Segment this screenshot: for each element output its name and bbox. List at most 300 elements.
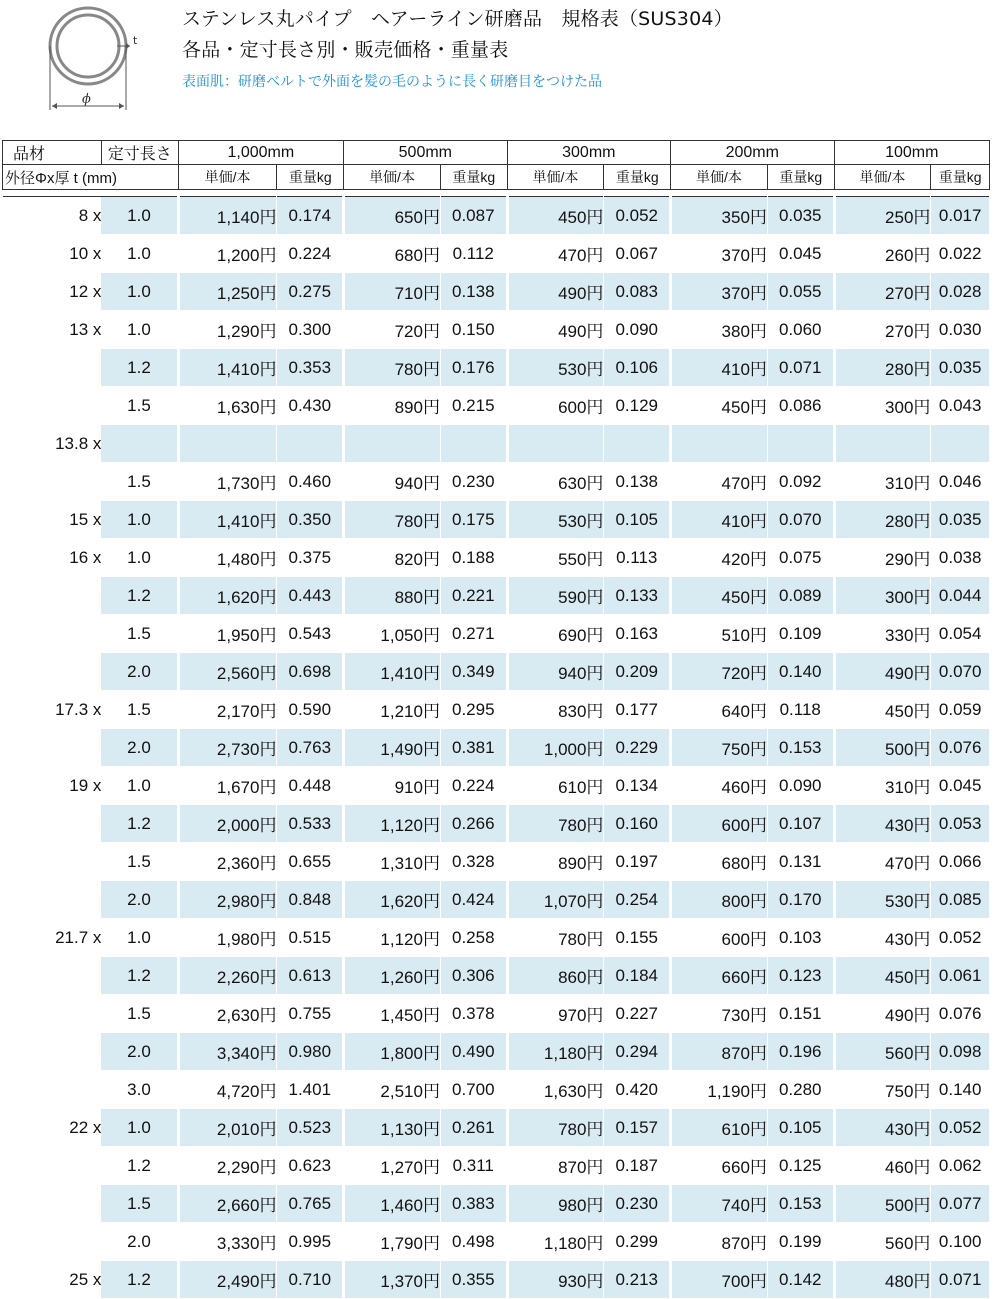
- unit-price-cell: 300円: [834, 387, 931, 425]
- unit-price-cell: [178, 425, 277, 463]
- weight-cell: 0.129: [604, 387, 671, 425]
- thickness-cell: 1.0: [101, 501, 178, 539]
- weight-cell: 0.294: [604, 1033, 671, 1071]
- weight-cell: 0.105: [604, 501, 671, 539]
- unit-price-cell: 780円: [344, 501, 441, 539]
- outer-diameter-cell: [3, 1147, 102, 1185]
- unit-price-cell: 730円: [671, 995, 768, 1033]
- weight-cell: 0.613: [277, 957, 344, 995]
- price-header: 単価/本: [344, 165, 441, 190]
- outer-diameter-cell: 19 x: [3, 767, 102, 805]
- unit-price-cell: 470円: [507, 235, 604, 273]
- weight-cell: 0.227: [604, 995, 671, 1033]
- table-row: [3, 767, 990, 805]
- unit-price-cell: 780円: [344, 349, 441, 387]
- thickness-cell: 1.0: [101, 235, 178, 273]
- unit-price-cell: 430円: [834, 919, 931, 957]
- unit-price-cell: 600円: [671, 919, 768, 957]
- unit-price-cell: 3,340円: [178, 1033, 277, 1071]
- weight-cell: 0.066: [931, 843, 990, 881]
- weight-cell: 0.098: [931, 1033, 990, 1071]
- unit-price-cell: 470円: [671, 463, 768, 501]
- thickness-cell: 1.2: [101, 805, 178, 843]
- weight-cell: 0.118: [767, 691, 834, 729]
- unit-price-cell: 1,620円: [344, 881, 441, 919]
- weight-cell: 0.424: [440, 881, 507, 919]
- price-header: 単価/本: [834, 165, 931, 190]
- table-row: [3, 349, 990, 387]
- unit-price-cell: 910円: [344, 767, 441, 805]
- weight-cell: 0.133: [604, 577, 671, 615]
- unit-price-cell: 370円: [671, 235, 768, 273]
- weight-cell: 0.134: [604, 767, 671, 805]
- table-row: [3, 843, 990, 881]
- weight-header: 重量kg: [604, 165, 671, 190]
- pipe-cross-section-diagram: [30, 2, 160, 114]
- outer-diameter-cell: [3, 1223, 102, 1261]
- weight-cell: 0.035: [931, 349, 990, 387]
- weight-cell: 0.430: [277, 387, 344, 425]
- table-row: [3, 995, 990, 1033]
- weight-cell: 0.046: [931, 463, 990, 501]
- weight-cell: 0.383: [440, 1185, 507, 1223]
- weight-cell: 0.142: [767, 1261, 834, 1299]
- unit-price-cell: 1,980円: [178, 919, 277, 957]
- table-row: [3, 881, 990, 919]
- unit-price-cell: [507, 425, 604, 463]
- unit-price-cell: 470円: [834, 843, 931, 881]
- unit-price-cell: 1,630円: [178, 387, 277, 425]
- table-row: [3, 653, 990, 691]
- weight-cell: 0.123: [767, 957, 834, 995]
- unit-price-cell: 1,490円: [344, 729, 441, 767]
- weight-cell: 0.230: [440, 463, 507, 501]
- weight-cell: 0.140: [767, 653, 834, 691]
- table-row: [3, 577, 990, 615]
- weight-cell: 0.017: [931, 197, 990, 235]
- unit-price-cell: 420円: [671, 539, 768, 577]
- unit-price-cell: 490円: [507, 273, 604, 311]
- outer-diameter-cell: 10 x: [3, 235, 102, 273]
- unit-price-cell: 490円: [507, 311, 604, 349]
- thickness-cell: 2.0: [101, 881, 178, 919]
- unit-price-cell: 490円: [834, 653, 931, 691]
- unit-price-cell: 740円: [671, 1185, 768, 1223]
- unit-price-cell: 890円: [344, 387, 441, 425]
- thickness-cell: 2.0: [101, 729, 178, 767]
- weight-cell: 0.112: [440, 235, 507, 273]
- weight-cell: 0.087: [440, 197, 507, 235]
- unit-price-cell: 280円: [834, 501, 931, 539]
- weight-cell: 0.030: [931, 311, 990, 349]
- unit-price-cell: 2,630円: [178, 995, 277, 1033]
- outer-diameter-cell: [3, 1033, 102, 1071]
- weight-cell: 0.590: [277, 691, 344, 729]
- unit-price-cell: 860円: [507, 957, 604, 995]
- unit-price-cell: 970円: [507, 995, 604, 1033]
- weight-cell: 0.053: [931, 805, 990, 843]
- weight-cell: 0.106: [604, 349, 671, 387]
- weight-cell: 0.092: [767, 463, 834, 501]
- weight-cell: 0.543: [277, 615, 344, 653]
- thickness-cell: 1.2: [101, 1261, 178, 1299]
- table-row: [3, 1071, 990, 1109]
- weight-cell: 0.349: [440, 653, 507, 691]
- unit-price-cell: 1,290円: [178, 311, 277, 349]
- table-row: [3, 235, 990, 273]
- weight-cell: 0.698: [277, 653, 344, 691]
- weight-cell: 0.280: [767, 1071, 834, 1109]
- outer-diameter-cell: 13.8 x: [3, 425, 102, 463]
- unit-price-cell: 700円: [671, 1261, 768, 1299]
- thickness-cell: 1.0: [101, 197, 178, 235]
- table-body: [3, 197, 990, 1299]
- unit-price-cell: 430円: [834, 805, 931, 843]
- unit-price-cell: 1,310円: [344, 843, 441, 881]
- weight-cell: 0.083: [604, 273, 671, 311]
- price-header: 単価/本: [178, 165, 277, 190]
- weight-cell: 0.089: [767, 577, 834, 615]
- table-row: [3, 197, 990, 235]
- outer-diameter-cell: [3, 805, 102, 843]
- unit-price-cell: 750円: [671, 729, 768, 767]
- unit-price-cell: 600円: [671, 805, 768, 843]
- unit-price-cell: 1,730円: [178, 463, 277, 501]
- weight-cell: 0.299: [604, 1223, 671, 1261]
- unit-price-cell: 1,620円: [178, 577, 277, 615]
- weight-cell: 0.350: [277, 501, 344, 539]
- weight-cell: 0.163: [604, 615, 671, 653]
- unit-price-cell: 2,290円: [178, 1147, 277, 1185]
- outer-diameter-cell: [3, 653, 102, 691]
- thickness-cell: 1.5: [101, 995, 178, 1033]
- weight-header: 重量kg: [931, 165, 990, 190]
- unit-price-cell: 590円: [507, 577, 604, 615]
- weight-cell: 0.213: [604, 1261, 671, 1299]
- unit-price-cell: 800円: [671, 881, 768, 919]
- unit-price-cell: 410円: [671, 349, 768, 387]
- unit-price-cell: 4,720円: [178, 1071, 277, 1109]
- unit-price-cell: 560円: [834, 1223, 931, 1261]
- weight-cell: 0.490: [440, 1033, 507, 1071]
- outer-diameter-cell: [3, 995, 102, 1033]
- weight-cell: 0.995: [277, 1223, 344, 1261]
- price-weight-table: [2, 140, 990, 1299]
- weight-cell: 0.038: [931, 539, 990, 577]
- unit-price-cell: 710円: [344, 273, 441, 311]
- weight-cell: 0.170: [767, 881, 834, 919]
- weight-cell: 0.229: [604, 729, 671, 767]
- weight-cell: 0.125: [767, 1147, 834, 1185]
- weight-cell: 0.275: [277, 273, 344, 311]
- thickness-cell: 1.5: [101, 691, 178, 729]
- unit-price-cell: 490円: [834, 995, 931, 1033]
- unit-price-cell: 280円: [834, 349, 931, 387]
- weight-cell: 0.224: [277, 235, 344, 273]
- weight-cell: [604, 425, 671, 463]
- weight-cell: 0.059: [931, 691, 990, 729]
- unit-price-cell: 680円: [344, 235, 441, 273]
- table-row: [3, 691, 990, 729]
- thickness-cell: 1.2: [101, 1147, 178, 1185]
- outer-diameter-cell: [3, 463, 102, 501]
- unit-price-cell: 720円: [344, 311, 441, 349]
- weight-cell: 0.381: [440, 729, 507, 767]
- page-title: ステンレス丸パイプ ヘアーライン研磨品 規格表（SUS304）: [182, 8, 733, 30]
- weight-cell: 0.187: [604, 1147, 671, 1185]
- unit-price-cell: 1,370円: [344, 1261, 441, 1299]
- weight-cell: 0.184: [604, 957, 671, 995]
- weight-cell: 0.710: [277, 1261, 344, 1299]
- unit-price-cell: 610円: [671, 1109, 768, 1147]
- thickness-cell: 1.2: [101, 577, 178, 615]
- weight-cell: 1.401: [277, 1071, 344, 1109]
- unit-price-cell: 1,070円: [507, 881, 604, 919]
- surface-finish-note: 表面肌：研磨ベルトで外面を髪の毛のように長く研磨目をつけた品: [182, 74, 602, 90]
- unit-price-cell: 450円: [834, 957, 931, 995]
- outer-diameter-cell: 22 x: [3, 1109, 102, 1147]
- weight-cell: 0.655: [277, 843, 344, 881]
- unit-price-cell: 1,410円: [178, 501, 277, 539]
- weight-cell: 0.150: [440, 311, 507, 349]
- unit-price-cell: 640円: [671, 691, 768, 729]
- weight-cell: 0.355: [440, 1261, 507, 1299]
- table-row: [3, 1261, 990, 1299]
- sheet-header: [0, 0, 1000, 138]
- diagram-diameter-label: ϕ: [82, 92, 91, 107]
- unit-price-cell: 1,180円: [507, 1033, 604, 1071]
- unit-price-cell: 890円: [507, 843, 604, 881]
- table-row: [3, 1147, 990, 1185]
- unit-price-cell: 1,460円: [344, 1185, 441, 1223]
- unit-price-cell: 460円: [834, 1147, 931, 1185]
- weight-cell: 0.188: [440, 539, 507, 577]
- unit-price-cell: 660円: [671, 1147, 768, 1185]
- weight-cell: 0.052: [931, 919, 990, 957]
- table-row: [3, 805, 990, 843]
- weight-cell: 0.140: [931, 1071, 990, 1109]
- weight-cell: 0.498: [440, 1223, 507, 1261]
- weight-cell: 0.022: [931, 235, 990, 273]
- unit-price-cell: 610円: [507, 767, 604, 805]
- weight-cell: 0.054: [931, 615, 990, 653]
- price-header: 単価/本: [507, 165, 604, 190]
- outer-diameter-cell: [3, 881, 102, 919]
- length-header-200: 200mm: [671, 141, 834, 165]
- unit-price-cell: 1,200円: [178, 235, 277, 273]
- weight-cell: 0.175: [440, 501, 507, 539]
- weight-cell: 0.035: [931, 501, 990, 539]
- unit-price-cell: 880円: [344, 577, 441, 615]
- unit-price-cell: 450円: [507, 197, 604, 235]
- unit-price-cell: 660円: [671, 957, 768, 995]
- weight-cell: 0.103: [767, 919, 834, 957]
- unit-price-cell: 1,410円: [178, 349, 277, 387]
- weight-cell: 0.848: [277, 881, 344, 919]
- weight-cell: 0.052: [604, 197, 671, 235]
- weight-cell: 0.100: [931, 1223, 990, 1261]
- weight-cell: 0.306: [440, 957, 507, 995]
- weight-cell: 0.090: [604, 311, 671, 349]
- unit-price-cell: 310円: [834, 767, 931, 805]
- weight-cell: 0.086: [767, 387, 834, 425]
- weight-cell: 0.623: [277, 1147, 344, 1185]
- weight-cell: 0.155: [604, 919, 671, 957]
- weight-cell: 0.196: [767, 1033, 834, 1071]
- weight-cell: 0.258: [440, 919, 507, 957]
- unit-price-cell: 2,260円: [178, 957, 277, 995]
- unit-price-cell: 530円: [834, 881, 931, 919]
- weight-cell: 0.353: [277, 349, 344, 387]
- weight-cell: 0.070: [931, 653, 990, 691]
- length-header-500: 500mm: [344, 141, 507, 165]
- unit-price-cell: 370円: [671, 273, 768, 311]
- table-row: [3, 1185, 990, 1223]
- table-row: [3, 425, 990, 463]
- outer-diameter-cell: [3, 1071, 102, 1109]
- weight-cell: 0.061: [931, 957, 990, 995]
- unit-price-cell: 680円: [671, 843, 768, 881]
- corner-dimension-label: 外径Φx厚 t (mm): [3, 165, 179, 190]
- table-row: [3, 615, 990, 653]
- corner-material-label: 品材: [3, 141, 102, 165]
- unit-price-cell: 2,510円: [344, 1071, 441, 1109]
- unit-price-cell: 2,490円: [178, 1261, 277, 1299]
- unit-price-cell: 2,000円: [178, 805, 277, 843]
- table-row: [3, 1223, 990, 1261]
- weight-cell: 0.071: [767, 349, 834, 387]
- weight-cell: 0.460: [277, 463, 344, 501]
- weight-cell: 0.295: [440, 691, 507, 729]
- unit-price-cell: 1,250円: [178, 273, 277, 311]
- weight-cell: 0.533: [277, 805, 344, 843]
- weight-cell: 0.271: [440, 615, 507, 653]
- unit-price-cell: 690円: [507, 615, 604, 653]
- unit-price-cell: 250円: [834, 197, 931, 235]
- unit-price-cell: 380円: [671, 311, 768, 349]
- weight-cell: 0.035: [767, 197, 834, 235]
- unit-price-cell: 1,670円: [178, 767, 277, 805]
- weight-cell: 0.076: [931, 995, 990, 1033]
- thickness-cell: 1.5: [101, 843, 178, 881]
- unit-price-cell: 450円: [671, 387, 768, 425]
- weight-cell: 0.523: [277, 1109, 344, 1147]
- thickness-cell: 3.0: [101, 1071, 178, 1109]
- unit-price-cell: 460円: [671, 767, 768, 805]
- outer-diameter-cell: 13 x: [3, 311, 102, 349]
- weight-cell: 0.177: [604, 691, 671, 729]
- unit-price-cell: 780円: [507, 805, 604, 843]
- weight-cell: 0.070: [767, 501, 834, 539]
- unit-price-cell: 870円: [507, 1147, 604, 1185]
- unit-price-cell: 2,730円: [178, 729, 277, 767]
- unit-price-cell: 2,660円: [178, 1185, 277, 1223]
- table-row: [3, 501, 990, 539]
- weight-cell: 0.160: [604, 805, 671, 843]
- weight-cell: 0.755: [277, 995, 344, 1033]
- thickness-cell: 1.2: [101, 349, 178, 387]
- weight-header: 重量kg: [277, 165, 344, 190]
- weight-cell: 0.085: [931, 881, 990, 919]
- weight-cell: 0.157: [604, 1109, 671, 1147]
- table-row: [3, 387, 990, 425]
- unit-price-cell: 830円: [507, 691, 604, 729]
- corner-length-label: 定寸長さ: [101, 141, 178, 165]
- weight-cell: 0.174: [277, 197, 344, 235]
- outer-diameter-cell: 8 x: [3, 197, 102, 235]
- thickness-cell: 2.0: [101, 1223, 178, 1261]
- table-row: [3, 1109, 990, 1147]
- table-row: [3, 957, 990, 995]
- unit-price-cell: 300円: [834, 577, 931, 615]
- weight-cell: 0.105: [767, 1109, 834, 1147]
- outer-diameter-cell: [3, 729, 102, 767]
- thickness-cell: [101, 425, 178, 463]
- weight-cell: 0.043: [931, 387, 990, 425]
- weight-cell: 0.076: [931, 729, 990, 767]
- unit-price-cell: 1,180円: [507, 1223, 604, 1261]
- unit-price-cell: 940円: [507, 653, 604, 691]
- weight-cell: [931, 425, 990, 463]
- thickness-cell: 1.0: [101, 539, 178, 577]
- unit-price-cell: 530円: [507, 501, 604, 539]
- unit-price-cell: 820円: [344, 539, 441, 577]
- weight-cell: [767, 425, 834, 463]
- weight-cell: 0.138: [440, 273, 507, 311]
- weight-cell: 0.113: [604, 539, 671, 577]
- unit-price-cell: 720円: [671, 653, 768, 691]
- length-header-300: 300mm: [507, 141, 670, 165]
- thickness-cell: 1.5: [101, 615, 178, 653]
- unit-price-cell: 290円: [834, 539, 931, 577]
- outer-diameter-cell: [3, 349, 102, 387]
- table-row: [3, 729, 990, 767]
- unit-price-cell: 780円: [507, 919, 604, 957]
- unit-price-cell: 1,480円: [178, 539, 277, 577]
- unit-price-cell: 1,050円: [344, 615, 441, 653]
- unit-price-cell: 2,170円: [178, 691, 277, 729]
- weight-cell: 0.763: [277, 729, 344, 767]
- table-row: [3, 273, 990, 311]
- unit-price-cell: 870円: [671, 1033, 768, 1071]
- unit-price-cell: 1,450円: [344, 995, 441, 1033]
- diagram-thickness-label: t: [133, 34, 138, 47]
- unit-price-cell: [834, 425, 931, 463]
- weight-cell: 0.044: [931, 577, 990, 615]
- unit-price-cell: 560円: [834, 1033, 931, 1071]
- weight-cell: 0.266: [440, 805, 507, 843]
- thickness-cell: 2.0: [101, 653, 178, 691]
- unit-price-cell: 310円: [834, 463, 931, 501]
- outer-diameter-cell: [3, 577, 102, 615]
- table-row: [3, 463, 990, 501]
- unit-price-cell: 450円: [834, 691, 931, 729]
- header-row-units: [3, 165, 990, 190]
- weight-cell: 0.153: [767, 729, 834, 767]
- unit-price-cell: 750円: [834, 1071, 931, 1109]
- unit-price-cell: 2,560円: [178, 653, 277, 691]
- weight-cell: 0.062: [931, 1147, 990, 1185]
- unit-price-cell: 1,130円: [344, 1109, 441, 1147]
- weight-header: 重量kg: [767, 165, 834, 190]
- unit-price-cell: 450円: [671, 577, 768, 615]
- page-subtitle: 各品・定寸長さ別・販売価格・重量表: [182, 39, 509, 61]
- unit-price-cell: 630円: [507, 463, 604, 501]
- unit-price-cell: 330円: [834, 615, 931, 653]
- weight-cell: 0.109: [767, 615, 834, 653]
- unit-price-cell: 270円: [834, 311, 931, 349]
- weight-header: 重量kg: [440, 165, 507, 190]
